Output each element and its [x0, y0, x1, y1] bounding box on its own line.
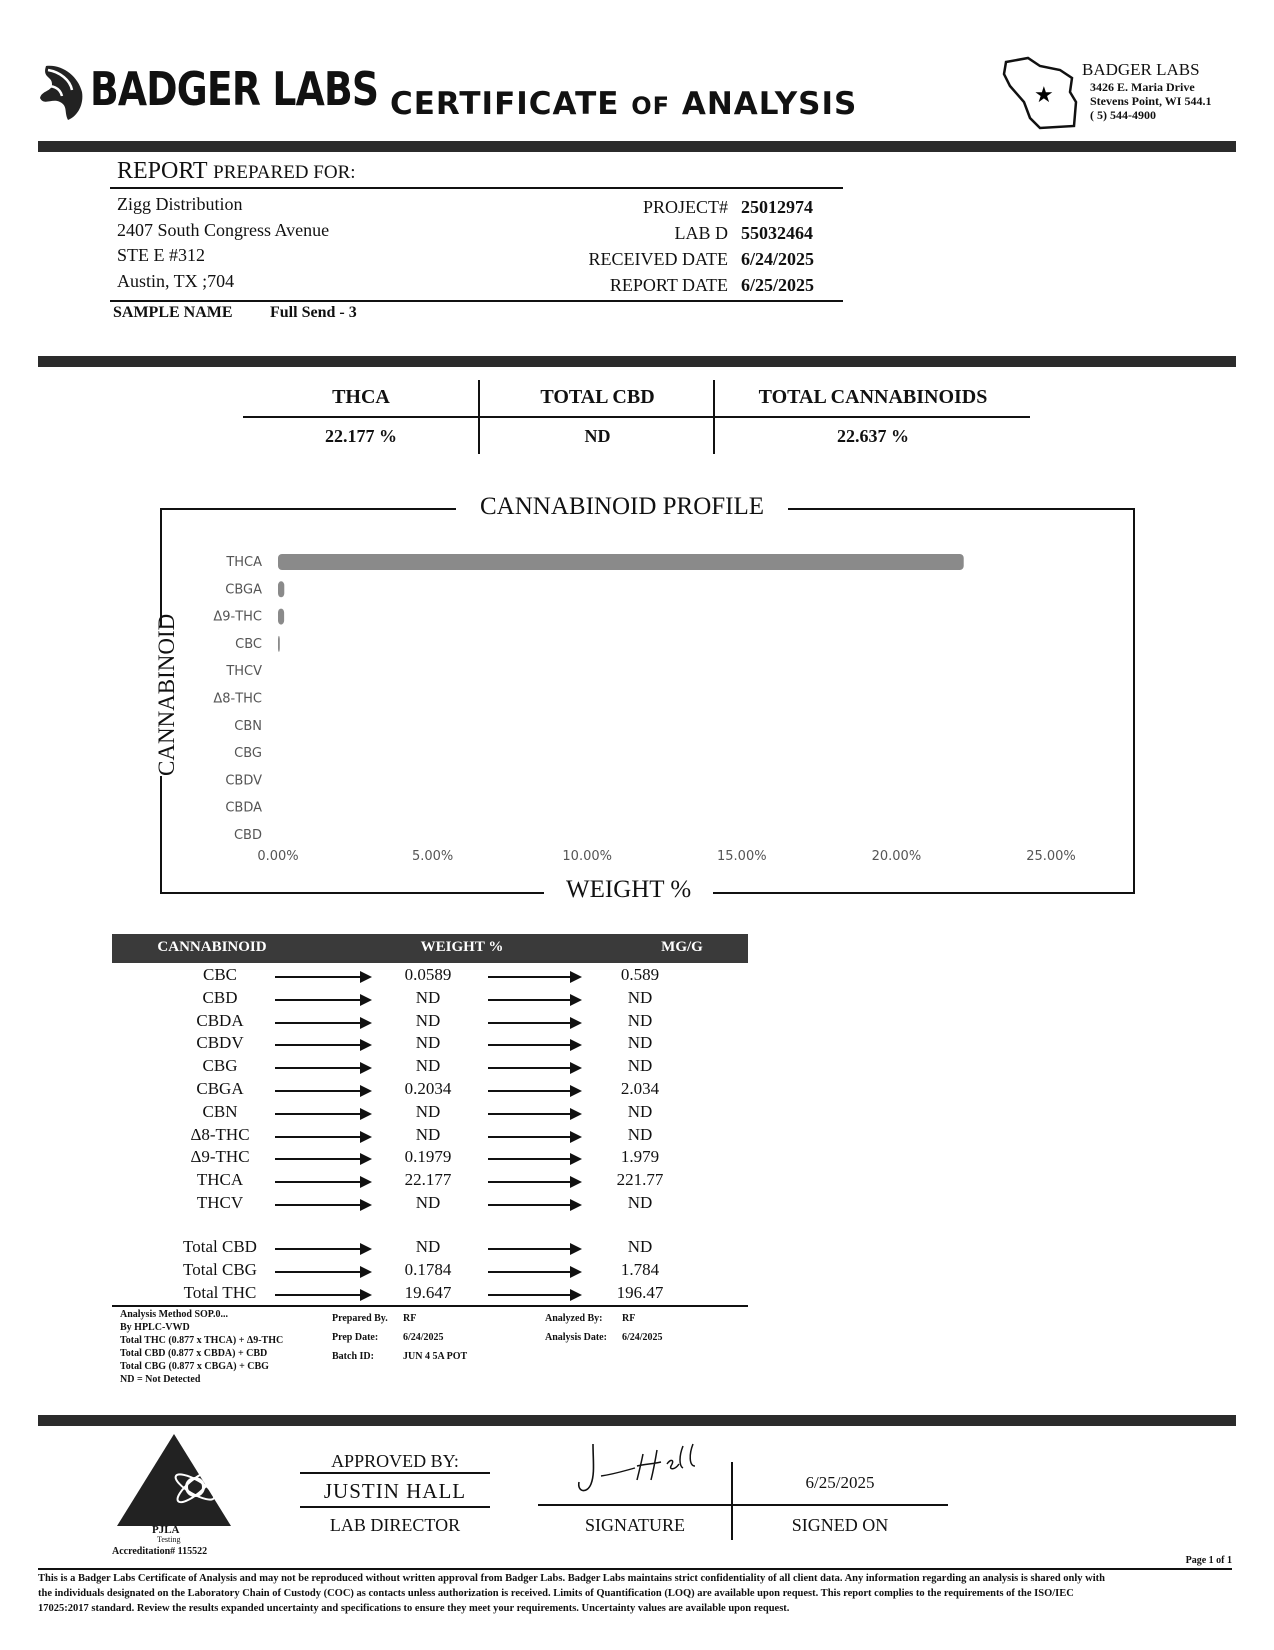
analysis-info-values: RF 6/24/2025 — [622, 1313, 663, 1343]
arrow-icon — [488, 1136, 580, 1138]
signature-image — [575, 1440, 705, 1504]
signature-label: SIGNATURE — [584, 1515, 685, 1535]
table-row-weight: ND — [415, 1056, 441, 1076]
analysis-info-labels: Analyzed By: Analysis Date: — [545, 1313, 607, 1343]
chart-ylabel: CANNABINOID — [154, 613, 179, 776]
chart-bar-cbga — [278, 581, 284, 597]
arrow-icon — [488, 1067, 580, 1069]
project-number: 25012974 — [741, 197, 813, 217]
lab-id: 55032464 — [741, 223, 813, 243]
arrow-icon — [275, 1158, 370, 1160]
table-row-weight: ND — [415, 1193, 441, 1212]
client-block — [117, 192, 329, 294]
footer-rule — [38, 1568, 1232, 1570]
table-row-mg: 0.589 — [620, 965, 660, 984]
approver-name-rule — [300, 1506, 490, 1508]
table-row-weight: ND — [415, 1101, 441, 1121]
summary-rule — [243, 416, 1030, 418]
arrow-icon — [488, 1022, 580, 1024]
arrow-icon — [488, 1044, 580, 1046]
arrow-icon — [488, 1158, 580, 1160]
arrow-icon — [275, 1271, 370, 1273]
arrow-icon — [488, 1113, 580, 1115]
document-title: CERTIFICATE OF ANALYSIS — [390, 86, 858, 122]
arrow-icon — [275, 1090, 370, 1092]
table-row-name: CBC — [202, 965, 238, 984]
client-name: Zigg Distribution — [117, 194, 243, 214]
lab-name: BADGER LABS — [1082, 60, 1200, 79]
table-row-weight: ND — [415, 1033, 441, 1053]
chart-xtick-label: 25.00% — [1026, 849, 1076, 864]
arrow-icon — [275, 1113, 370, 1115]
table-row-name: CBGA — [196, 1079, 244, 1098]
chart-category-label: CBDA — [225, 800, 262, 816]
summary-cbd-value: ND — [584, 426, 611, 446]
chart-category-label: CBDV — [225, 773, 262, 789]
arrow-icon — [275, 1248, 370, 1250]
summary-total-head: TOTAL CANNABINOIDS — [758, 386, 988, 408]
sample-name-label: SAMPLE NAME — [113, 304, 233, 321]
report-meta-underline — [110, 300, 843, 302]
th-cannabinoid: CANNABINOID — [157, 939, 267, 955]
report-title-underline — [110, 187, 843, 189]
chart-xtick-label: 20.00% — [871, 849, 922, 864]
chart-category-label: CBC — [235, 636, 262, 652]
total-row-weight: 0.1784 — [404, 1259, 452, 1279]
table-row-weight: 0.0589 — [404, 965, 452, 984]
lab-address: 3426 E. Maria Drive Stevens Point, WI 544.1 ( 5) 544-4900 — [1090, 80, 1212, 122]
table-row-name: CBD — [202, 987, 238, 1007]
table-row-mg: ND — [627, 1010, 653, 1030]
arrow-icon — [275, 1044, 370, 1046]
table-row-weight: 0.1979 — [404, 1147, 452, 1167]
report-prepared-title: REPORT PREPARED FOR: — [117, 158, 356, 184]
svg-text:★: ★ — [1034, 83, 1054, 108]
arrow-icon — [275, 999, 370, 1001]
approval-divider — [38, 1415, 1236, 1426]
accreditation-number: Accreditation# 115522 — [112, 1546, 208, 1557]
report-date: 6/25/2025 — [741, 275, 815, 295]
summary-total-value: 22.637 % — [837, 426, 909, 446]
table-row-mg: 1.979 — [620, 1147, 660, 1167]
prep-info-values: RF 6/24/2025 JUN 4 5A POT — [403, 1313, 468, 1362]
table-bottom-rule — [112, 1305, 748, 1307]
client-address-1: 2407 South Congress Avenue — [117, 219, 330, 240]
arrow-icon — [488, 1204, 580, 1206]
chart-bar-δ9-thc — [278, 609, 284, 625]
total-row-mg: 196.47 — [616, 1282, 664, 1302]
chart-svg — [180, 530, 1100, 870]
table-row-name: THCV — [196, 1193, 244, 1212]
total-row-mg: ND — [627, 1237, 653, 1256]
arrow-icon — [488, 1090, 580, 1092]
total-row-name: Total CBG — [183, 1259, 257, 1279]
chart-category-label: CBG — [234, 746, 262, 762]
chart-category-label: Δ9-THC — [213, 609, 262, 625]
chart-xlabel: WEIGHT % — [544, 876, 713, 904]
cannabinoid-profile-chart — [180, 530, 1100, 870]
arrow-icon — [488, 1294, 580, 1296]
arrow-icon — [488, 1271, 580, 1273]
table-row-name: CBDA — [196, 1010, 244, 1030]
chart-category-label: THCV — [226, 664, 262, 680]
summary-thca-value: 22.177 % — [325, 426, 397, 446]
prep-info-labels: Prepared By. Prep Date: Batch ID: — [332, 1313, 388, 1362]
signature-divider — [731, 1462, 733, 1540]
accreditation-org: PJLA — [152, 1524, 180, 1536]
section-divider — [38, 356, 1236, 367]
brand-name: BADGER LABS — [90, 62, 379, 116]
arrow-icon — [275, 976, 370, 978]
table-row-weight: 22.177 — [404, 1170, 452, 1190]
approver-title: LAB DIRECTOR — [329, 1515, 461, 1535]
pjla-accreditation-icon — [115, 1432, 233, 1528]
chart-xtick-label: 15.00% — [717, 849, 767, 864]
accreditation-sub: Testing — [157, 1535, 181, 1544]
wisconsin-map-icon — [1000, 52, 1084, 136]
arrow-icon — [488, 1181, 580, 1183]
table-row-mg: ND — [627, 987, 653, 1007]
chart-xtick-label: 0.00% — [257, 849, 299, 864]
report-meta-labels: PROJECT# LAB D RECEIVED DATE REPORT DATE — [588, 197, 728, 295]
arrow-icon — [275, 1067, 370, 1069]
signed-on-label: SIGNED ON — [791, 1515, 889, 1535]
table-row-name: Δ9-THC — [190, 1147, 250, 1167]
table-row-weight: ND — [415, 1010, 441, 1030]
chart-xtick-label: 5.00% — [411, 849, 454, 864]
arrow-icon — [275, 1294, 370, 1296]
client-address-2: STE E #312 — [117, 245, 205, 265]
table-row-name: Δ8-THC — [190, 1124, 250, 1144]
table-row-mg: ND — [627, 1193, 653, 1212]
chart-category-label: CBN — [234, 718, 262, 734]
chart-category-label: CBGA — [225, 582, 262, 598]
badger-logo-icon — [38, 62, 84, 122]
table-row-name: CBG — [202, 1056, 238, 1076]
signature-rule — [538, 1504, 948, 1506]
chart-category-label: THCA — [226, 555, 262, 570]
chart-xtick-label: 10.00% — [562, 849, 612, 864]
arrow-icon — [488, 976, 580, 978]
table-row-mg: 221.77 — [616, 1170, 664, 1190]
footer-disclaimer: This is a Badger Labs Certificate of Analysis and may not be reproduced without written approval from Badger Labs. Badger Labs maintains strict confidentiality of all client data. Any information regarding an analysis is shared only with the individuals designated on the Laboratory Chain of Custody (COC) as contacts unless authorization is received. Limits of Quantification (LOQ) are available upon request. This report complies to the requirements of the ISO/IEC 17025:2017 standard. Review the results expanded uncertainty and specifications to ensure they meet your requirements. Uncertainty values are available upon request. — [38, 1573, 1105, 1614]
client-city: Austin, TX ;704 — [117, 270, 235, 291]
summary-cbd-head: TOTAL CBD — [540, 386, 655, 408]
total-row-mg: 1.784 — [620, 1259, 660, 1279]
chart-bar-thca — [278, 554, 964, 570]
total-row-weight: 19.647 — [404, 1282, 452, 1302]
chart-category-label: CBD — [233, 828, 262, 843]
table-row-mg: 2.034 — [620, 1079, 660, 1098]
table-row-name: CBN — [202, 1101, 238, 1121]
arrow-icon — [275, 1136, 370, 1138]
arrow-icon — [275, 1204, 370, 1206]
approver-name: JUSTIN HALL — [323, 1479, 467, 1503]
arrow-icon — [488, 999, 580, 1001]
approved-by-label: APPROVED BY: — [331, 1451, 459, 1471]
summary-thca-head: THCA — [332, 386, 390, 408]
table-row-mg: ND — [627, 1101, 653, 1121]
table-row-name: CBDV — [196, 1033, 244, 1053]
table-row-mg: ND — [627, 1124, 653, 1144]
page-number: Page 1 of 1 — [1185, 1555, 1232, 1566]
table-row-weight: ND — [415, 1124, 441, 1144]
received-date: 6/24/2025 — [741, 249, 815, 269]
table-header — [112, 934, 748, 963]
arrow-icon — [275, 1181, 370, 1183]
table-row-mg: ND — [627, 1033, 653, 1053]
th-mg: MG/G — [661, 939, 703, 955]
sample-name-value: Full Send - 3 — [270, 304, 357, 321]
total-row-name: Total CBD — [183, 1237, 257, 1256]
header-divider — [38, 141, 1236, 152]
chart-category-label: Δ8-THC — [213, 691, 262, 707]
analysis-method: Analysis Method SOP.0... By HPLC-VWD Total THC (0.877 x THCA) + Δ9-THC Total CBD (0.877 x CBDA) + CBD Total CBG (0.877 x CBGA) + CBG ND = Not Detected — [120, 1309, 284, 1385]
th-weight: WEIGHT % — [420, 939, 504, 955]
arrow-icon — [488, 1248, 580, 1250]
signed-on-date: 6/25/2025 — [805, 1473, 875, 1492]
arrow-icon — [275, 1022, 370, 1024]
report-meta-values — [741, 194, 814, 298]
table-row-weight: ND — [415, 987, 441, 1007]
chart-bar-cbc — [278, 636, 280, 652]
chart-title: CANNABINOID PROFILE — [456, 493, 788, 521]
approved-by-rule — [300, 1472, 490, 1474]
total-row-weight: ND — [415, 1237, 441, 1256]
table-row-weight: 0.2034 — [404, 1079, 452, 1098]
total-row-name: Total THC — [183, 1282, 257, 1302]
table-row-mg: ND — [627, 1056, 653, 1076]
table-row-name: THCA — [196, 1170, 244, 1190]
